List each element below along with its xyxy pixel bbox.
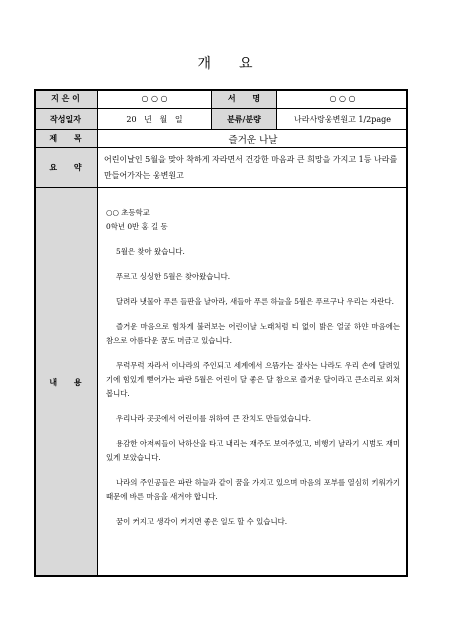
category-value: 나라사랑웅변원고 1/2page [277,109,408,130]
student-line: 0학년 0반 홍 길 동 [106,222,168,231]
author-value: ○ ○ ○ [98,89,212,109]
content-paragraph: 5월은 찾아 왔습니다. [116,247,185,256]
author-label: 지 은 이 [34,89,98,109]
page-title-part: 개 [197,56,211,72]
content-paragraph: 나라의 주인공들은 파란 하늘과 같이 꿈을 가지고 있으며 마음의 포부를 열심히 키워가기 때문에 바른 마음을 새겨야 합니다. [106,478,400,501]
date-label: 작성일자 [34,109,98,130]
category-label: 분류/분량 [212,109,277,130]
subject-label: 제 목 [34,130,98,148]
content-body [98,188,408,577]
content-paragraph: 달려라 냇물아 푸른 들판을 날아라, 새들아 푸른 하늘을 5월은 푸르구나 우리는 자란다. [116,297,394,306]
summary-value: 어린이날인 5월을 맞아 착하게 자라면서 건강한 마음과 큰 희망을 가지고 1등 나라를 만들어가자는 웅변원고 [98,148,408,188]
content-paragraph: 용감한 아저씨들이 낙하산을 타고 내리는 재주도 보여주었고, 비행기 날라기 시범도 재미있게 보았습니다. [106,439,400,462]
content-paragraph: 푸르고 싱싱한 5월은 찾아왔습니다. [116,272,231,281]
summary-label: 요 약 [34,148,98,188]
summary-form [34,89,408,577]
page-title-part: 요 [239,56,253,72]
content-paragraph: 즐거운 마음으로 힘차게 불러보는 어린이날 노래처럼 티 없이 밝은 얼굴 하얀 마음에는 참으로 아름다운 꿈도 머금고 있습니다. [106,322,400,345]
signature-label: 서 명 [212,89,277,109]
content-label: 내 용 [34,188,98,577]
date-value: 20 년 월 일 [98,109,212,130]
signature-value: ○ ○ ○ [277,89,408,109]
school-line: ○○ 초등학교 [106,208,150,217]
subject-value: 즐거운 나날 [98,130,408,148]
content-paragraph: 무럭무럭 자라서 이나라의 주인되고 세계에서 으뜸가는 잘사는 나라도 우리 손에 달려있기에 힘있게 뻗어가는 파란 5월은 어린이 달 좋은 달 참으로 즐거운 달이라고 큰소리로 외쳐봅니다. [106,361,400,398]
content-paragraph: 꿈이 커지고 생각이 커지면 좋은 일도 할 수 있습니다. [116,517,288,526]
page-title [0,53,450,73]
content-paragraph: 우리나라 곳곳에서 어린이를 위하여 큰 잔치도 만들었습니다. [116,414,311,423]
